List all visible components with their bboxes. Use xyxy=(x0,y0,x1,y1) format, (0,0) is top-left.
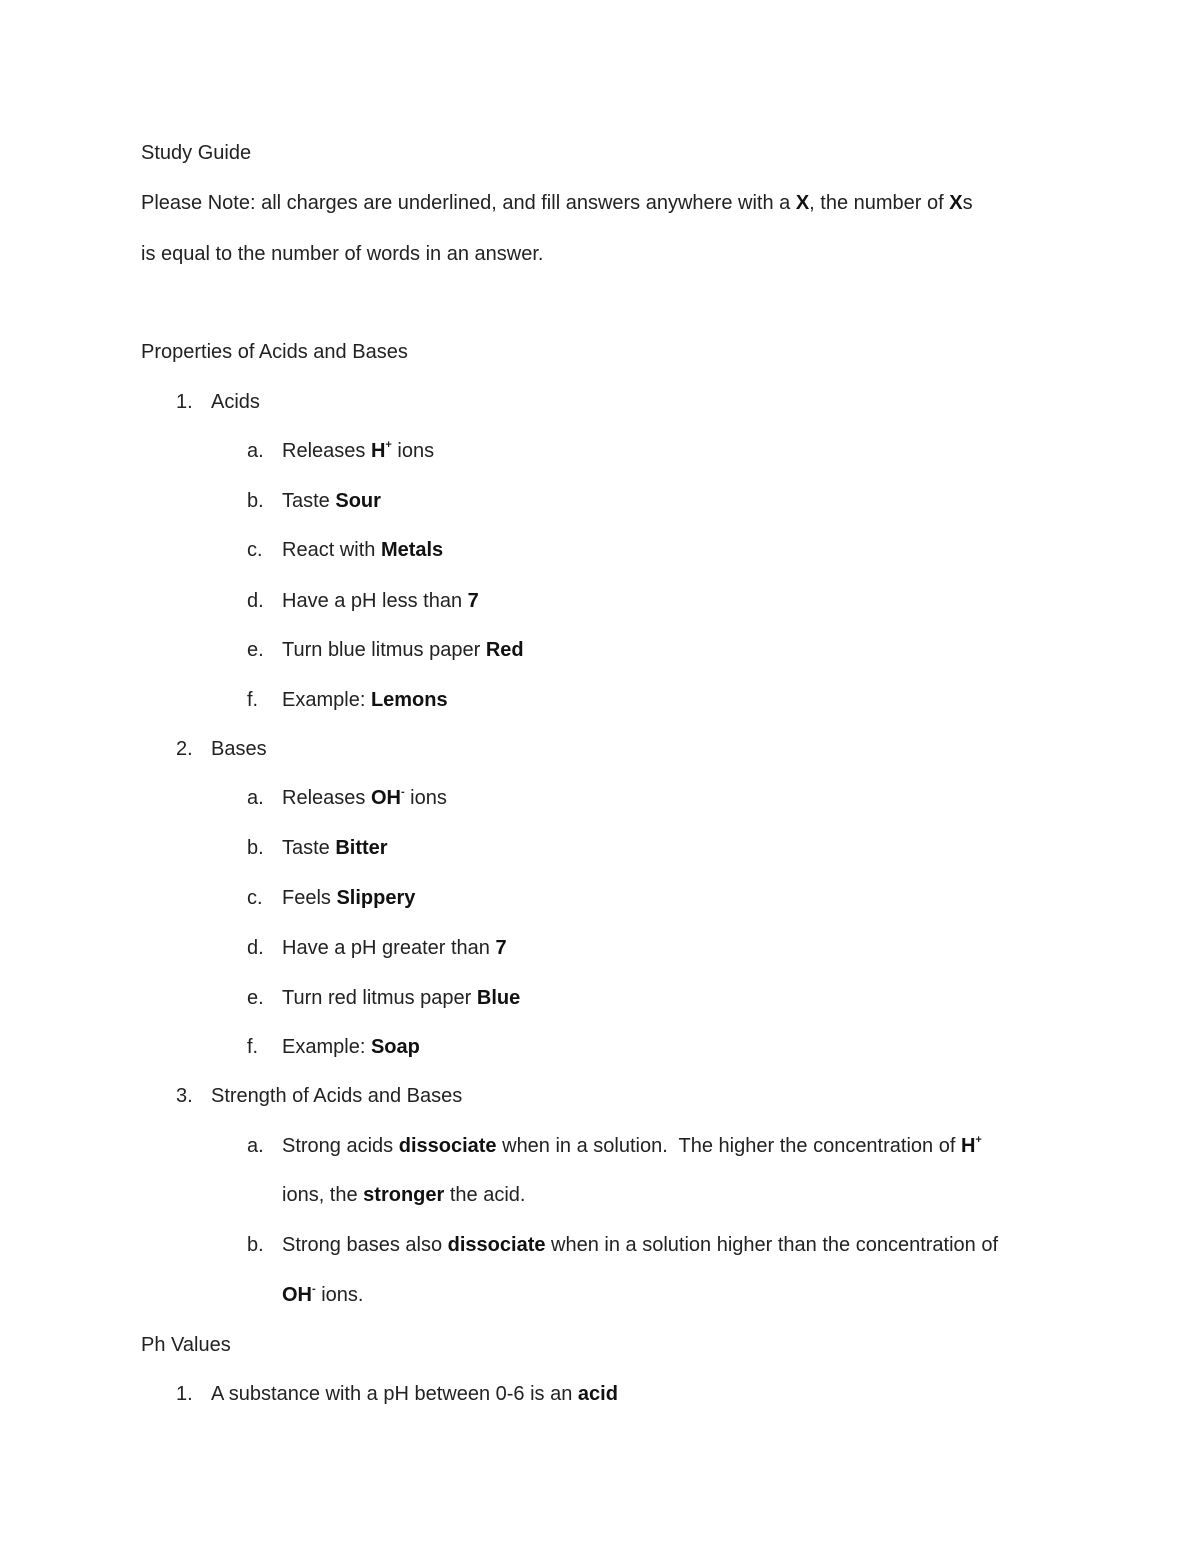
answer-text: Blue xyxy=(476,987,521,1009)
item-text: the acid. xyxy=(444,1184,526,1206)
item-text: React with xyxy=(282,539,381,561)
list-marker: a. xyxy=(247,787,264,809)
list-marker: b. xyxy=(247,1234,264,1256)
list-number: 1. xyxy=(176,1383,193,1405)
item-text: Example: xyxy=(282,689,371,711)
list-item-continuation xyxy=(282,1283,363,1307)
list-item xyxy=(282,1134,982,1158)
note-line-1 xyxy=(141,191,973,215)
answer-text: Bitter xyxy=(335,837,388,859)
list-marker: b. xyxy=(247,490,264,512)
answer-text: dissociate xyxy=(447,1234,546,1256)
list-item xyxy=(282,1035,420,1059)
charge-superscript: - xyxy=(400,786,405,798)
list-marker: c. xyxy=(247,887,263,909)
item-text: Strong acids xyxy=(282,1135,399,1157)
list-item xyxy=(282,1233,998,1257)
list-marker: d. xyxy=(247,590,264,612)
item-text: Feels xyxy=(282,887,337,909)
item-text: Example: xyxy=(282,1036,371,1058)
list-item xyxy=(282,439,434,463)
item-text: ions, the xyxy=(282,1184,364,1206)
list-heading-strength: Strength of Acids and Bases xyxy=(211,1085,463,1107)
list-item xyxy=(282,538,443,562)
list-item xyxy=(282,986,520,1010)
list-marker: e. xyxy=(247,987,264,1009)
item-text: ions xyxy=(404,787,447,809)
answer-text: Sour xyxy=(335,490,381,512)
answer-text: H xyxy=(960,1135,976,1157)
item-text: Taste xyxy=(282,490,336,512)
item-text: A substance with a pH between 0-6 is an xyxy=(211,1383,578,1405)
answer-text: Slippery xyxy=(336,887,416,909)
section-heading: Ph Values xyxy=(141,1334,231,1356)
list-marker: a. xyxy=(247,440,264,462)
list-heading-acids: Acids xyxy=(211,391,260,413)
answer-text: OH xyxy=(370,787,401,809)
answer-text: dissociate xyxy=(398,1135,497,1157)
answer-text: H xyxy=(370,440,386,462)
item-text: Have a pH greater than xyxy=(282,937,496,959)
list-item xyxy=(282,688,448,712)
section-heading: Properties of Acids and Bases xyxy=(141,341,408,363)
list-number: 2. xyxy=(176,738,193,760)
answer-text: 7 xyxy=(495,937,507,959)
answer-text: 7 xyxy=(467,590,479,612)
item-text: ions. xyxy=(315,1284,364,1306)
item-text: Have a pH less than xyxy=(282,590,468,612)
list-number: 3. xyxy=(176,1085,193,1107)
answer-text: Soap xyxy=(370,1036,420,1058)
item-text: Releases xyxy=(282,787,371,809)
item-text: Turn blue litmus paper xyxy=(282,639,486,661)
item-text: when in a solution. The higher the concentration of xyxy=(496,1135,961,1157)
note-x-symbol: X xyxy=(949,192,963,214)
document-title: Study Guide xyxy=(141,142,252,164)
answer-text: Lemons xyxy=(370,689,448,711)
note-text: Please Note: all charges are underlined, and fill answers anywhere with a xyxy=(141,192,796,214)
list-item xyxy=(211,1382,618,1406)
answer-text: acid xyxy=(577,1383,618,1405)
list-item-continuation xyxy=(282,1183,525,1207)
list-marker: f. xyxy=(247,1036,259,1058)
list-marker: b. xyxy=(247,837,264,859)
list-item xyxy=(282,589,479,613)
list-item xyxy=(282,638,524,662)
item-text: Turn red litmus paper xyxy=(282,987,477,1009)
list-heading-bases: Bases xyxy=(211,738,267,760)
charge-superscript: - xyxy=(312,1283,316,1295)
list-marker: a. xyxy=(247,1135,264,1157)
item-text: Taste xyxy=(282,837,336,859)
list-marker: e. xyxy=(247,639,264,661)
list-item xyxy=(282,786,447,810)
list-item xyxy=(282,836,388,860)
list-marker: f. xyxy=(247,689,259,711)
list-item xyxy=(282,489,381,513)
note-text: , the number of xyxy=(809,192,950,214)
answer-text: Red xyxy=(485,639,524,661)
list-marker: d. xyxy=(247,937,264,959)
list-item xyxy=(282,936,507,960)
charge-superscript: + xyxy=(975,1134,982,1146)
item-text: ions xyxy=(391,440,435,462)
item-text: Strong bases also xyxy=(282,1234,448,1256)
list-marker: c. xyxy=(247,539,263,561)
answer-text: stronger xyxy=(363,1184,445,1206)
item-text: Releases xyxy=(282,440,371,462)
answer-text: Metals xyxy=(380,539,444,561)
note-line-2: is equal to the number of words in an answer. xyxy=(141,243,544,265)
note-x-symbol: X xyxy=(795,192,810,214)
answer-text: OH xyxy=(282,1284,312,1306)
charge-superscript: + xyxy=(385,439,392,451)
list-item xyxy=(282,886,415,910)
list-number: 1. xyxy=(176,391,193,413)
note-text: s xyxy=(962,192,973,214)
item-text: when in a solution higher than the concentration of xyxy=(545,1234,999,1256)
